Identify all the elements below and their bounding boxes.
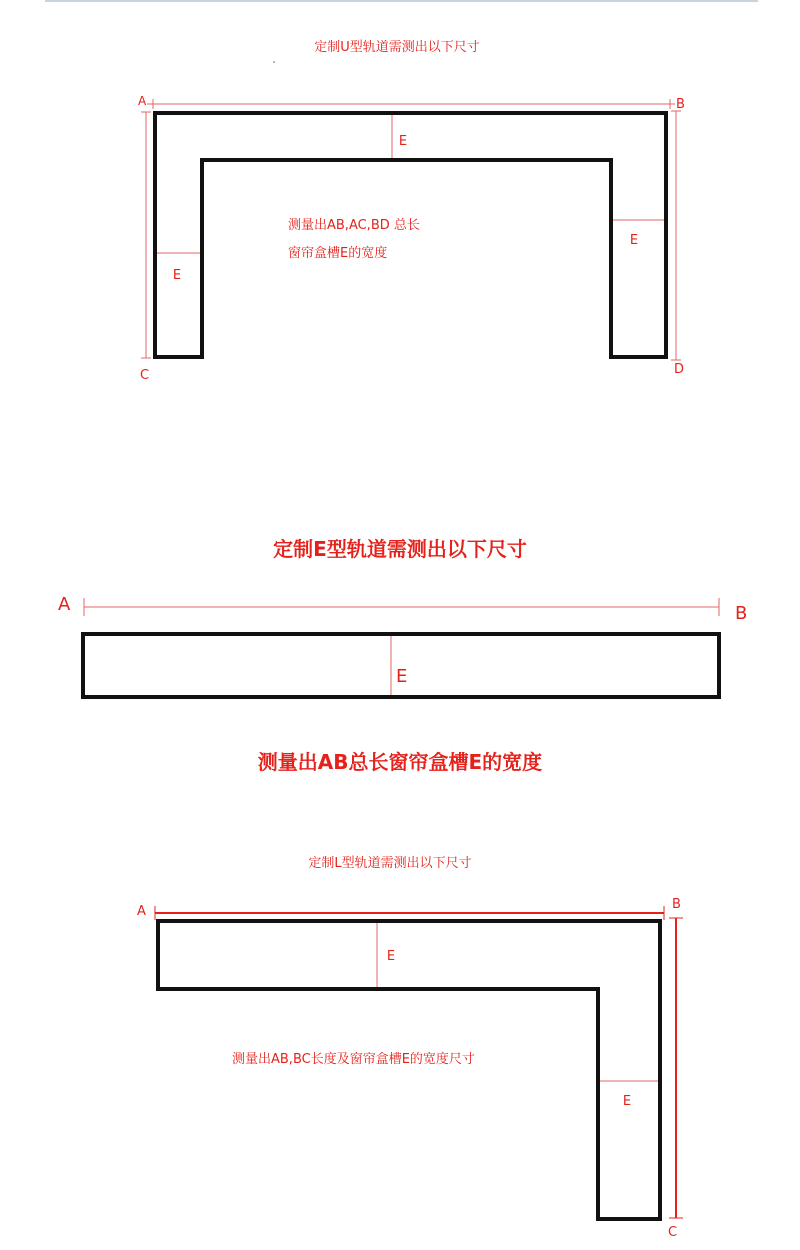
e-track-section (58, 537, 747, 774)
e-section-title: 定制E型轨道需测出以下尺寸 (273, 537, 527, 561)
u-track-section (138, 39, 685, 383)
u-note-line-2: 窗帘盒槽E的宽度 (288, 246, 388, 261)
l-section-title: 定制L型轨道需测出以下尺寸 (308, 856, 472, 871)
e-section-caption: 测量出AB总长窗帘盒槽E的宽度 (257, 750, 543, 774)
l-note: 测量出AB,BC长度及窗帘盒槽E的宽度尺寸 (232, 1052, 475, 1067)
e-label-a: A (58, 594, 71, 615)
l-label-c: C (668, 1225, 678, 1240)
e-label-b: B (735, 603, 748, 624)
u-e-label-top: E (398, 134, 408, 149)
u-track-outline (155, 113, 666, 357)
u-note-line-1: 测量出AB,AC,BD 总长 (288, 218, 420, 233)
l-label-a: A (137, 904, 146, 919)
l-track-outline (158, 921, 660, 1219)
u-label-a: A (138, 94, 147, 108)
l-track-section (137, 855, 683, 1240)
u-label-d: D (674, 362, 685, 377)
l-label-b: B (672, 897, 681, 912)
l-e-label-top: E (386, 949, 396, 964)
u-label-c: C (140, 368, 150, 383)
u-label-b: B (676, 97, 685, 112)
l-e-label-right: E (622, 1094, 632, 1109)
u-section-title: 定制U型轨道需测出以下尺寸 (314, 40, 480, 55)
u-e-label-left: E (172, 268, 182, 283)
u-e-label-right: E (629, 233, 639, 248)
e-e-label: E (396, 666, 408, 687)
stray-dot (273, 61, 275, 63)
